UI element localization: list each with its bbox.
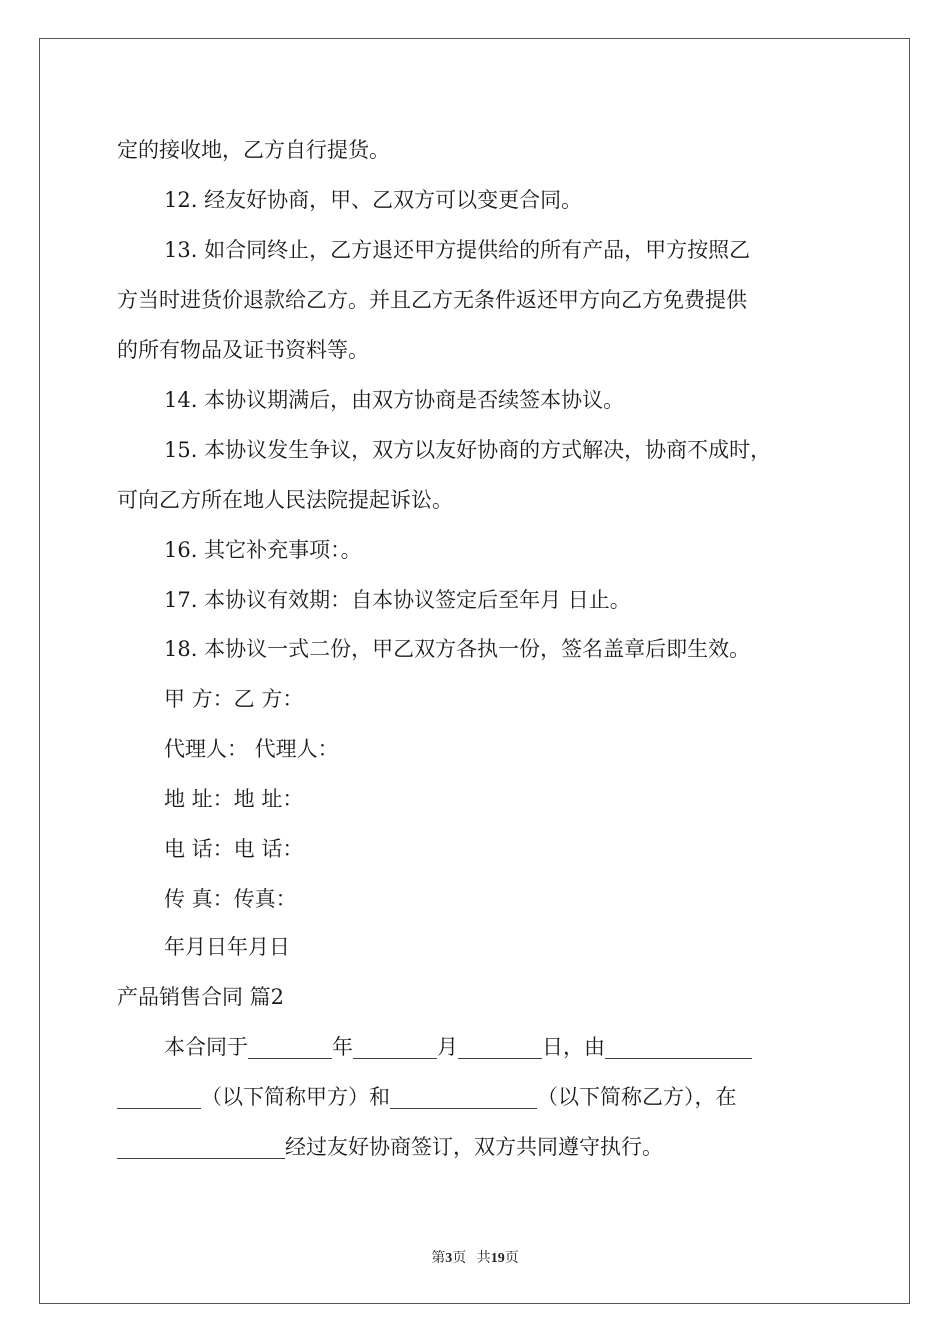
text-line: 13. 如合同终止，乙方退还甲方提供给的所有产品，甲方按照乙 <box>164 238 751 262</box>
footer-total-pages: 19 <box>490 1251 505 1266</box>
page-border <box>39 38 910 1304</box>
footer-page-prefix: 第 <box>431 1251 446 1266</box>
text-line: ________（以下简称甲方）和______________（以下简称乙方），在 <box>117 1085 737 1109</box>
signature-date-line: 年月日年月日 <box>164 935 290 959</box>
signature-fax-line: 传 真：传真： <box>164 887 297 911</box>
text-line: 17. 本协议有效期：自本协议签定后至年月 日止。 <box>164 588 631 612</box>
signature-party-line: 甲 方：乙 方： <box>164 687 304 711</box>
text-line: 14. 本协议期满后，由双方协商是否续签本协议。 <box>164 388 625 412</box>
section-heading: 产品销售合同 篇2 <box>117 985 285 1009</box>
footer-total-prefix: 共 <box>476 1251 491 1266</box>
text-line: 的所有物品及证书资料等。 <box>117 338 369 362</box>
signature-phone-line: 电 话：电 话： <box>164 837 304 861</box>
text-line: 18. 本协议一式二份，甲乙双方各执一份，签名盖章后即生效。 <box>164 637 751 661</box>
text-line: 15. 本协议发生争议，双方以友好协商的方式解决，协商不成时， <box>164 438 772 462</box>
text-line: 方当时进货价退款给乙方。并且乙方无条件返还甲方向乙方免费提供 <box>117 288 747 312</box>
signature-address-line: 地 址：地 址： <box>164 787 304 811</box>
signature-agent-line: 代理人： 代理人： <box>164 737 339 761</box>
text-line: 定的接收地，乙方自行提货。 <box>117 138 390 162</box>
text-line: 本合同于________年________月________日，由______________ <box>164 1035 752 1059</box>
page-footer <box>0 1247 950 1267</box>
text-line: 可向乙方所在地人民法院提起诉讼。 <box>117 488 453 512</box>
text-line: 12. 经友好协商，甲、乙双方可以变更合同。 <box>164 188 583 212</box>
text-line: 16. 其它补充事项：。 <box>164 538 362 562</box>
footer-page-suffix: 页 <box>452 1251 467 1266</box>
footer-page-number: 3 <box>445 1251 453 1266</box>
text-line: ________________经过友好协商签订，双方共同遵守执行。 <box>117 1135 663 1159</box>
footer-total-suffix: 页 <box>504 1251 519 1266</box>
